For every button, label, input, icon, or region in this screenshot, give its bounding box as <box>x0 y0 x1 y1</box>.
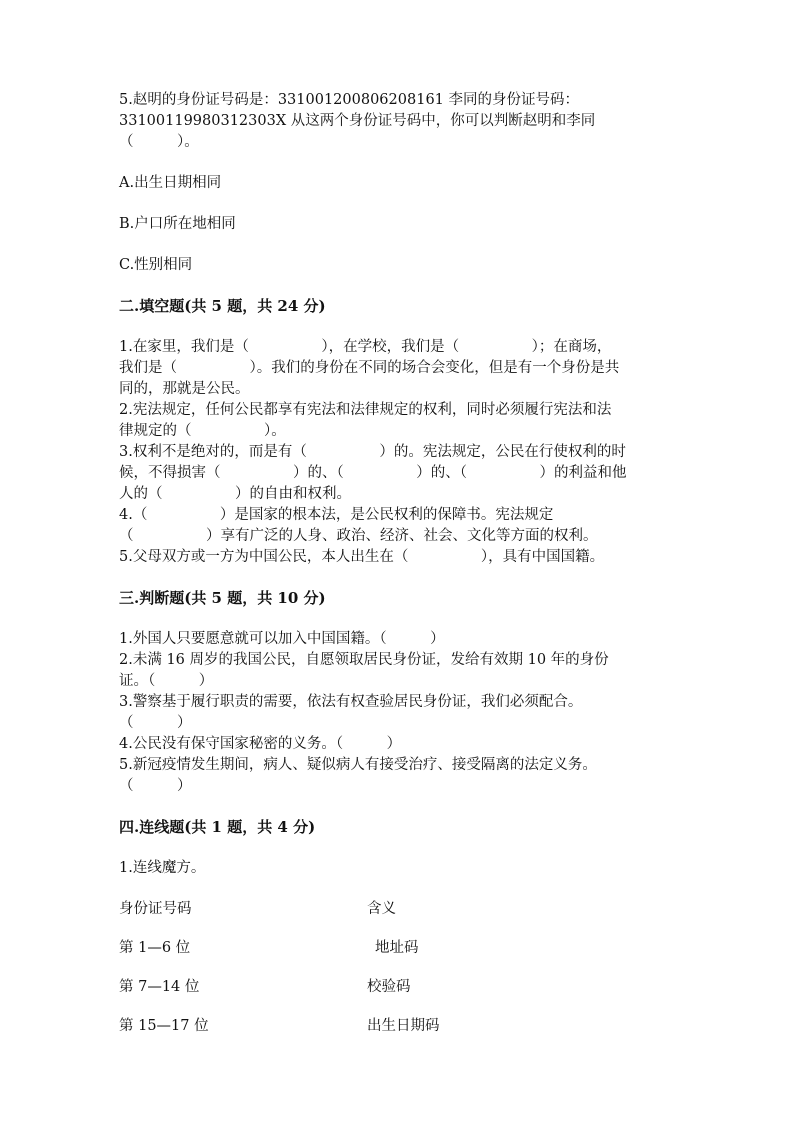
question-text-line: （ ） <box>119 778 192 794</box>
question-text-line: 5.新冠疫情发生期间，病人、疑似病人有接受治疗、接受隔离的法定义务。 <box>119 757 597 773</box>
question-text-line: 同的，那就是公民。 <box>119 381 250 397</box>
option-b: B.户口所在地相同 <box>119 216 236 232</box>
option-c: C.性别相同 <box>119 257 193 273</box>
question-text-line: 1.在家里，我们是（ ），在学校，我们是（ ）；在商场， <box>119 339 612 355</box>
matching-left-item: 第 1—6 位 <box>119 940 191 956</box>
section-heading-fill-in: 二.填空题(共 5 题，共 24 分) <box>119 297 326 315</box>
matching-right-item: 出生日期码 <box>367 1018 440 1034</box>
column-header-meaning: 含义 <box>367 901 396 917</box>
question-text-line: 3.警察基于履行职责的需要，依法有权查验居民身份证，我们必须配合。 <box>119 694 583 710</box>
question-text-line: 1.外国人只要愿意就可以加入中国国籍。（ ） <box>119 631 445 647</box>
question-text-line: 证。（ ） <box>119 673 214 689</box>
fill-in-questions <box>119 337 679 568</box>
section-heading-true-false: 三.判断题(共 5 题，共 10 分) <box>119 589 326 607</box>
matching-right-item: 地址码 <box>375 940 419 956</box>
question-text-line: 33100119980312303X 从这两个身份证号码中，你可以判断赵明和李同 <box>119 113 596 129</box>
question-text-line: 2.宪法规定，任何公民都享有宪法和法律规定的权利，同时必须履行宪法和法 <box>119 402 612 418</box>
question-text-line: 4.公民没有保守国家秘密的义务。（ ） <box>119 736 402 752</box>
question-text-line: 2.未满 16 周岁的我国公民，自愿领取居民身份证，发给有效期 10 年的身份 <box>119 652 609 668</box>
matching-table <box>119 899 679 1036</box>
question-text-line: 我们是（ ）。我们的身份在不同的场合会变化，但是有一个身份是共 <box>119 360 620 376</box>
question-text-line: 人的（ ）的自由和权利。 <box>119 486 351 502</box>
matching-row <box>119 1016 679 1036</box>
matching-left-item: 第 15—17 位 <box>119 1018 209 1034</box>
question-text-line: 律规定的（ ）。 <box>119 423 286 439</box>
question-text-line: 5.父母双方或一方为中国公民，本人出生在（ ），具有中国国籍。 <box>119 549 605 565</box>
matching-header-row <box>119 899 679 919</box>
section-heading-matching: 四.连线题(共 1 题，共 4 分) <box>119 818 316 836</box>
matching-left-item: 第 7—14 位 <box>119 979 200 995</box>
matching-question: 1.连线魔方。 <box>119 860 206 876</box>
question-text-line: 4.（ ）是国家的根本法，是公民权利的保障书。宪法规定 <box>119 507 554 523</box>
matching-row <box>119 977 679 997</box>
option-a: A.出生日期相同 <box>119 175 222 191</box>
question-text-line: （ ）享有广泛的人身、政治、经济、社会、文化等方面的权利。 <box>119 528 598 544</box>
question-text-line: 5.赵明的身份证号码是：331001200806208161 李同的身份证号码： <box>119 92 579 108</box>
column-header-id-number: 身份证号码 <box>119 901 192 917</box>
question-text-line: （ ）。 <box>119 134 199 150</box>
matching-right-item: 校验码 <box>367 979 411 995</box>
question-text-line: 候，不得损害（ ）的、（ ）的、（ ）的利益和他 <box>119 465 627 481</box>
question-text-line: （ ） <box>119 715 192 731</box>
question-text-line: 3.权利不是绝对的，而是有（ ）的。宪法规定，公民在行使权利的时 <box>119 444 626 460</box>
matching-row <box>119 938 679 958</box>
true-false-questions <box>119 629 679 797</box>
question-5 <box>119 90 679 153</box>
exam-page <box>119 90 679 1036</box>
